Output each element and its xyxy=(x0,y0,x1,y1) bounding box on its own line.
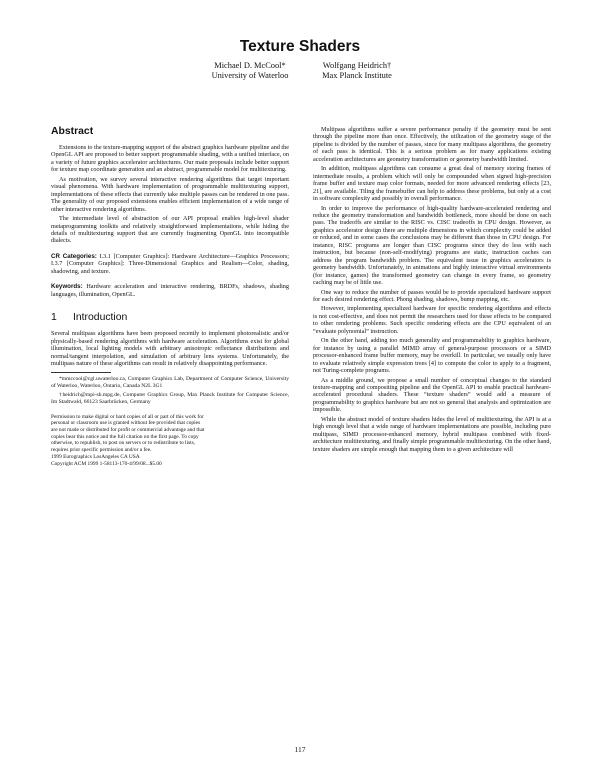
body-paragraph: One way to reduce the number of passes would be to provide specialized hardware support for each desired rendering effect. Phong shading, shadows, bump mapping, etc. xyxy=(313,288,551,303)
left-column xyxy=(51,126,289,467)
body-paragraph: However, implementing specialized hardware for specific rendering algorithms and effects is not cost-effective, and does not permit the researchers used for these effects to be compared to other rendering problems. Such specific rendering effects are the CPU equivalent of an “evaluate polynomial” instruction. xyxy=(313,305,551,335)
paper-title: Texture Shaders xyxy=(239,38,361,55)
copyright-line: otherwise, to republish, to post on servers or to redistribute to lists, xyxy=(51,440,196,447)
cr-categories-label: CR Categories: xyxy=(51,252,97,260)
author-2-name: Wolfgang Heidrich† xyxy=(322,61,392,70)
footnote-2: †heidrich@mpi-sb.mpg.de, Computer Graphics Group, Max Planck Institute for Computer Science, Im Stadtwald, 66123 Saarbrücken, Germany xyxy=(51,392,289,405)
body-paragraph: As a middle ground, we propose a small number of conceptual changes to the standard texture-mapping and compositing pipeline and the OpenGL API to enable practical hardware-accelerated procedural shaders. These “texture shaders” would add a measure of programmability to graphics hardware but are not so general that analysis and optimization are impossible. xyxy=(313,376,551,414)
keywords xyxy=(51,283,289,298)
introduction-heading xyxy=(51,312,289,324)
introduction-paragraph: Several multipass algorithms have been proposed recently to implement photorealistic and/or physically-based rendering algorithms with hardware acceleration. Algorithms exist for global illumination, local lighting models with arbitrary anisotropic reflectance distributions and normal/tangent interpolation, and simulation of arbitrary lens systems. Unfortunately, the multipass nature of these algorithms can result in relatively disappointing performance. xyxy=(51,330,289,367)
cr-categories xyxy=(51,253,289,275)
abstract-paragraph: The intermediate level of abstraction of our API proposal enables high-level shader metaprogramming toolkits and relatively straightforward implementations, while hiding the details of multitexturing support that are currently fragmenting OpenGL into incompatible dialects. xyxy=(51,215,289,245)
copyright-line: requires prior specific permission and/or a fee. xyxy=(51,447,152,454)
page-number: 117 xyxy=(294,745,306,754)
author-2 xyxy=(272,61,442,81)
copyright-line: copies bear this notice and the full citation on the first page. To copy xyxy=(51,433,199,440)
keywords-label: Keywords: xyxy=(51,283,83,291)
body-paragraph: Multipass algorithms suffer a severe performance penalty if the geometry must be sent through the pipeline more than once. Effectively, the utilization of the geometry stage of the pipeline is divided by the number of passes, since for many multipass algorithms, the geometry of each pass is identical. This is a serious problem as for many applications existing acceleration architectures are geometry transformation or geometry bandwidth limited. xyxy=(313,126,551,163)
copyright-line: Copyright ACM 1999 1-58113-170-4/99/08...$5.00 xyxy=(51,460,162,467)
body-paragraph: On the other hand, adding too much generality and programmability to graphics hardware, for instance by using a parallel MIMD array of general-purpose processors or a SIMD processor-enhanced frame buffer memory, may be overkill. In particular, we usually only have to evaluate relatively simple expression trees [4] to compute the color to apply to a fragment, not Turing-complete programs. xyxy=(313,337,551,375)
section-title: Introduction xyxy=(73,312,128,324)
cr-categories-text: I.3.1 [Computer Graphics]: Hardware Architecture—Graphics Processors; I.3.7 [Computer Graphics]: Three-Dimensional Graphics and Realism—Color, shading, shadowing, and texture. xyxy=(51,252,289,275)
footnote-1: *mmccool@cgl.uwaterloo.ca, Computer Graphics Lab, Department of Computer Science, University of Waterloo, Waterloo, Ontario, Canada N2L 3G1 xyxy=(51,376,289,390)
right-column xyxy=(313,126,551,455)
abstract-paragraph: As motivation, we survey several interactive rendering algorithms that target important visual phenomena. With hardware implementation of programmable multitexturing support, implementations of these effects that currently take multiple passes can be rendered in one pass. The generality of our proposed extensions enables efficient implementation of a wide range of other interactive rendering algorithms. xyxy=(51,175,289,213)
author-2-affiliation: Max Planck Institute xyxy=(322,71,392,80)
copyright-line: personal or classroom use is granted without fee provided that copies xyxy=(51,420,201,427)
copyright-notice xyxy=(51,414,289,468)
section-number: 1 xyxy=(51,312,57,324)
author-1-affiliation: University of Waterloo xyxy=(211,71,289,80)
keywords-text: Hardware acceleration and interactive rendering, BRDFs, shadows, shading languages, illumination, OpenGL. xyxy=(51,283,289,298)
footnote-rule xyxy=(51,372,111,373)
copyright-line: Permission to make digital or hard copies of all or part of this work for xyxy=(51,413,204,420)
copyright-line: 1999 Eurographics LosAngeles CA USA xyxy=(51,453,140,460)
copyright-line: are not made or distributed for profit or commercial advantage and that xyxy=(51,427,205,434)
abstract-paragraph: Extensions to the texture-mapping support of the abstract graphics hardware pipeline and the OpenGL API are proposed to better support programmable shading, with a unified interface, on a variety of future graphics accelerator architectures. Our main proposals include better support for texture map coordinate generation and an abstract, programmable model for multitexturing. xyxy=(51,144,289,174)
body-paragraph: In addition, multipass algorithms can consume a great deal of memory storing frames of intermediate results, a problem which will only be compounded when signed high-precision frame buffer and texture map color formats, needed for more advanced rendering effects [23, 21], are available. Tiling the framebuffer can help to address these problems, but only at a cost in software complexity and possibly in overall performance. xyxy=(313,165,551,203)
author-1-name: Michael D. McCool* xyxy=(214,61,286,70)
body-paragraph: While the abstract model of texture shaders hides the level of multitexturing, the API is at a high enough level that a wide range of hardware implementations are possible, including pure multipass, SIMD processor-enhanced memory, hybrid multipass combined with fixed-architecture multitexturing, and finally simple programmable multitexturing. On the other hand, texture shaders are simple enough that mapping them to a given architecture will xyxy=(313,415,551,453)
body-paragraph: In order to improve the performance of high-quality hardware-accelerated rendering and reduce the geometry transformation and bandwidth bottleneck, more should be done on each pass. The tradeoffs are similar to the RISC vs. CISC tradeoffs in CPU design. However, as graphics accelerator design there are multiple dimensions in which complexity could be added or reduced, and in some cases the conclusions may be different than those in CPU design. For instance, RISC programs are longer than CISC programs since they do less with each instruction, but because (non-self-modifying) programs are static, instruction caches can address the program bandwidth problem. The equivalent issue in graphics accelerators is geometry bandwidth. Unfortunately, in animations and highly interactive virtual environments (for instance, games) the transformed geometry can change in every frame, so geometry caching may be of little use. xyxy=(313,204,551,287)
abstract-heading: Abstract xyxy=(51,126,94,137)
